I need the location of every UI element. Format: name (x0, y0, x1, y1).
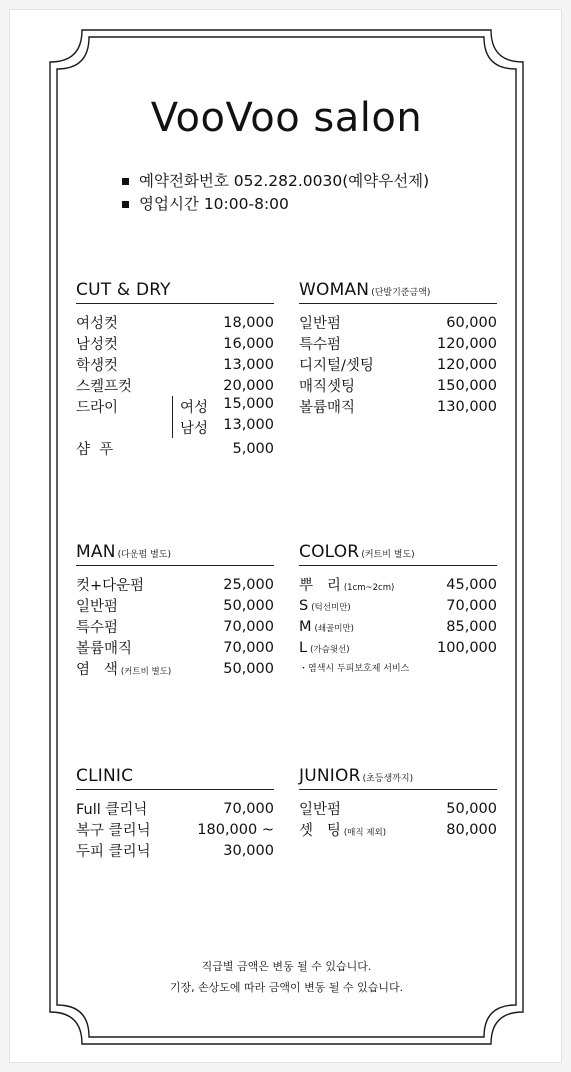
dry-male-label: 남성 (180, 421, 209, 437)
item-name: 두피 클리닉 (76, 844, 151, 860)
list-item (76, 637, 274, 658)
list-item (76, 333, 274, 354)
color-footnote: ・염색시 두피보호제 서비스 (299, 663, 410, 674)
list-item (299, 616, 497, 637)
section-header (299, 278, 497, 304)
item-name: L (299, 639, 308, 656)
section-junior (299, 764, 497, 840)
item-sub: (커트비 별도) (120, 667, 172, 677)
dry-divider (172, 396, 173, 438)
item-name: 염 색 (76, 662, 118, 678)
list-item (76, 819, 274, 840)
phone-line (122, 170, 429, 193)
item-price: 70,000 (446, 597, 497, 614)
item-name: 특수펌 (76, 620, 119, 636)
item-name: 드라이 (76, 400, 119, 416)
section-note: (다운펌 별도) (117, 550, 171, 560)
section-note: (초등생까지) (362, 774, 414, 784)
list-item (299, 595, 497, 616)
item-price: 60,000 (446, 314, 497, 331)
list-item (299, 333, 497, 354)
item-name: 셋 팅 (299, 823, 341, 839)
item-name: 샴 푸 (76, 442, 114, 458)
item-price: 50,000 (223, 597, 274, 614)
item-price: 30,000 (223, 842, 274, 859)
item-name: S (299, 597, 309, 614)
section-man (76, 540, 274, 679)
item-name: 여성컷 (76, 316, 119, 332)
section-woman (299, 278, 497, 417)
list-item (299, 574, 497, 595)
section-title: COLOR (299, 542, 360, 562)
section-header (76, 278, 274, 304)
item-price: 150,000 (437, 377, 497, 394)
section-title: CUT & DRY (76, 280, 171, 300)
item-name: 뿌 리 (299, 578, 341, 594)
list-item (299, 637, 497, 658)
section-cut-dry (76, 278, 274, 459)
menu-sheet (9, 9, 562, 1063)
section-title: MAN (76, 542, 116, 562)
hours-text: 영업시간 10:00-8:00 (139, 195, 289, 213)
section-note: (단발기준금액) (371, 288, 431, 298)
item-name: 매직셋팅 (299, 379, 356, 395)
list-item (76, 658, 274, 679)
dry-female-label: 여성 (180, 400, 209, 416)
item-name: M (299, 618, 312, 635)
section-header (299, 764, 497, 790)
item-name: 일반펌 (299, 316, 342, 332)
list-item (76, 840, 274, 861)
item-sub: (턱선미만) (311, 602, 351, 613)
item-name: 볼륨매직 (76, 641, 133, 657)
list-item (299, 798, 497, 819)
hours-line (122, 193, 429, 216)
item-price: 130,000 (437, 398, 497, 415)
list-item (299, 375, 497, 396)
section-title: JUNIOR (299, 766, 361, 786)
list-item (76, 354, 274, 375)
item-price: 13,000 (223, 356, 274, 373)
item-price: 50,000 (223, 660, 274, 677)
list-item (76, 574, 274, 595)
item-price: 70,000 (223, 800, 274, 817)
item-sub: (쇄골미만) (314, 623, 354, 634)
dry-male-price: 13,000 (223, 417, 274, 433)
list-item (76, 798, 274, 819)
item-price: 100,000 (437, 639, 497, 656)
price-notes (10, 956, 563, 998)
item-sub: (1cm~2cm) (343, 583, 395, 593)
item-price: 5,000 (232, 440, 274, 457)
list-item (76, 312, 274, 333)
item-price: 18,000 (223, 314, 274, 331)
item-name: 일반펌 (299, 802, 342, 818)
item-price: 120,000 (437, 335, 497, 352)
list-item (299, 396, 497, 417)
square-bullet-icon (122, 178, 129, 185)
section-clinic (76, 764, 274, 861)
item-name: 남성컷 (76, 337, 119, 353)
list-item (299, 354, 497, 375)
section-header (76, 540, 274, 566)
item-name: 특수펌 (299, 337, 342, 353)
section-note: (커트비 별도) (361, 550, 415, 560)
item-name: 복구 클리닉 (76, 823, 151, 839)
section-title: CLINIC (76, 766, 134, 786)
section-header (299, 540, 497, 566)
item-name: 컷+다운펌 (76, 578, 145, 594)
list-item (76, 616, 274, 637)
salon-title: VooVoo salon (150, 95, 423, 141)
section-header (76, 764, 274, 790)
decorative-frame (10, 10, 563, 1064)
item-price: 85,000 (446, 618, 497, 635)
square-bullet-icon (122, 201, 129, 208)
item-sub: (가슴윗선) (310, 644, 350, 655)
item-price: 70,000 (223, 618, 274, 635)
item-price: 20,000 (223, 377, 274, 394)
item-price: 180,000 ~ (197, 821, 274, 838)
dry-female-price: 15,000 (223, 396, 274, 412)
phone-text: 예약전화번호 052.282.0030(예약우선제) (139, 172, 430, 190)
section-title: WOMAN (299, 280, 370, 300)
item-price: 70,000 (223, 639, 274, 656)
note-line: 기장, 손상도에 따라 금액이 변동 될 수 있습니다. (169, 981, 404, 994)
item-price: 50,000 (446, 800, 497, 817)
item-price: 45,000 (446, 576, 497, 593)
list-item (76, 375, 274, 396)
item-name: Full 클리닉 (76, 802, 148, 818)
item-name: 학생컷 (76, 358, 119, 374)
item-price: 80,000 (446, 821, 497, 838)
item-name: 볼륨매직 (299, 400, 356, 416)
section-color (299, 540, 497, 676)
item-name: 디지털/셋팅 (299, 358, 374, 374)
item-name: 스켈프컷 (76, 379, 133, 395)
note-line: 직급별 금액은 변동 될 수 있습니다. (201, 960, 372, 973)
item-sub: (매직 제외) (343, 828, 387, 838)
list-item (76, 595, 274, 616)
list-item (299, 312, 497, 333)
list-item (299, 819, 497, 840)
item-price: 120,000 (437, 356, 497, 373)
item-price: 16,000 (223, 335, 274, 352)
item-price: 25,000 (223, 576, 274, 593)
list-item (76, 438, 274, 459)
item-name: 일반펌 (76, 599, 119, 615)
contact-info (122, 170, 429, 216)
dry-item (76, 396, 274, 438)
